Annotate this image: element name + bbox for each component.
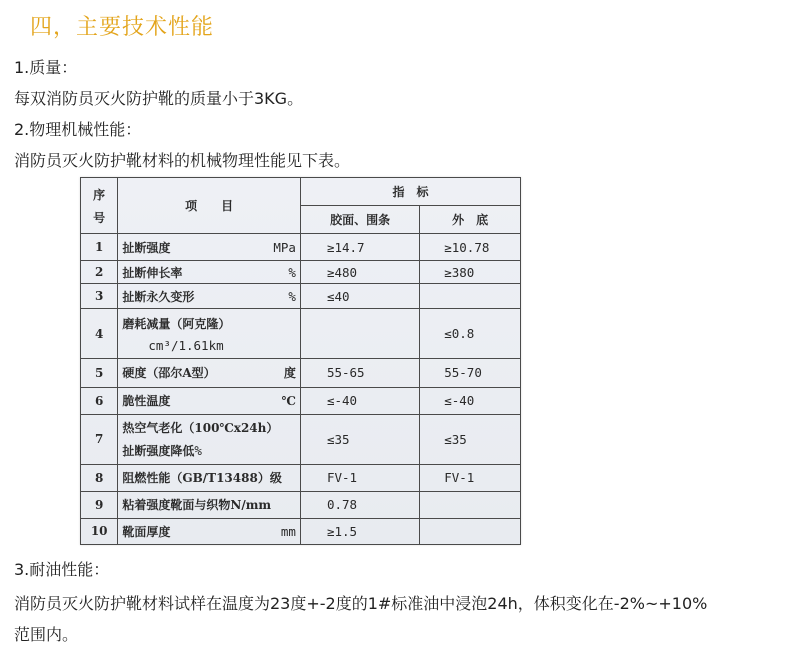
table-row xyxy=(81,387,521,414)
row-number: 2 xyxy=(81,261,118,284)
row-value-a: 55-65 xyxy=(300,359,419,387)
table-row xyxy=(81,309,521,359)
table-row xyxy=(81,414,521,464)
table-row xyxy=(81,234,521,261)
row-number: 5 xyxy=(81,359,118,387)
row-value-a: ≥1.5 xyxy=(300,518,419,544)
row-value-b xyxy=(420,518,521,544)
row-number: 6 xyxy=(81,387,118,414)
row-value-b xyxy=(420,284,521,309)
row-value-a: FV-1 xyxy=(300,464,419,491)
row-value-b: ≤35 xyxy=(420,414,521,464)
row-number: 9 xyxy=(81,491,118,518)
table-row xyxy=(81,284,521,309)
row-value-b: FV-1 xyxy=(420,464,521,491)
weight-description: 每双消防员灭火防护靴的质量小于3KG。 xyxy=(14,89,304,108)
row-item: 阻燃性能（GB/T13488）级 xyxy=(118,464,301,491)
row-number: 3 xyxy=(81,284,118,309)
row-value-b: ≤0.8 xyxy=(420,309,521,359)
spec-table-image xyxy=(80,177,521,545)
row-item: 靴面厚度 mm xyxy=(118,518,301,544)
subsection-oil-title: 3.耐油性能： xyxy=(14,560,110,579)
header-item: 项 目 xyxy=(118,178,301,234)
row-item: 硬度（邵尔A型） 度 xyxy=(118,359,301,387)
mechanical-description: 消防员灭火防护靴材料的机械物理性能见下表。 xyxy=(14,151,351,170)
table-row xyxy=(81,491,521,518)
subsection-weight-title: 1.质量： xyxy=(14,58,78,77)
header-col-a: 胶面、围条 xyxy=(300,206,419,234)
table-row xyxy=(81,359,521,387)
row-value-b: 55-70 xyxy=(420,359,521,387)
oil-description-continued: 范围内。 xyxy=(14,625,79,644)
spec-table xyxy=(80,177,521,545)
table-row xyxy=(81,518,521,544)
row-number: 4 xyxy=(81,309,118,359)
table-row xyxy=(81,464,521,491)
row-value-a: ≥480 xyxy=(300,261,419,284)
row-value-a: ≤40 xyxy=(300,284,419,309)
header-serial: 序 号 xyxy=(81,178,118,234)
row-value-a: ≤35 xyxy=(300,414,419,464)
row-item: 扯断强度 MPa xyxy=(118,234,301,261)
row-value-b: ≤-40 xyxy=(420,387,521,414)
row-number: 1 xyxy=(81,234,118,261)
row-value-b: ≥10.78 xyxy=(420,234,521,261)
row-item: 粘着强度靴面与织物N/mm xyxy=(118,491,301,518)
row-value-a: ≥14.7 xyxy=(300,234,419,261)
row-item: 脆性温度 ℃ xyxy=(118,387,301,414)
header-col-b: 外 底 xyxy=(420,206,521,234)
table-row xyxy=(81,261,521,284)
row-value-b: ≥380 xyxy=(420,261,521,284)
row-value-a: ≤-40 xyxy=(300,387,419,414)
row-item: 热空气老化（100℃x24h） 扯断强度降低% xyxy=(118,414,301,464)
header-index: 指 标 xyxy=(300,178,520,206)
row-item: 扯断伸长率 % xyxy=(118,261,301,284)
subsection-mechanical-title: 2.物理机械性能： xyxy=(14,120,142,139)
row-item: 扯断永久变形 % xyxy=(118,284,301,309)
row-number: 7 xyxy=(81,414,118,464)
row-item: 磨耗减量（阿克隆） cm³/1.61km xyxy=(118,309,301,359)
row-number: 10 xyxy=(81,518,118,544)
section-heading: 四，主要技术性能 xyxy=(30,15,215,40)
oil-description: 消防员灭火防护靴材料试样在温度为23度+-2度的1#标准油中浸泡24h，体积变化在-2%~+10% xyxy=(14,594,708,613)
row-number: 8 xyxy=(81,464,118,491)
row-value-a: 0.78 xyxy=(300,491,419,518)
row-value-a xyxy=(300,309,419,359)
row-value-b xyxy=(420,491,521,518)
